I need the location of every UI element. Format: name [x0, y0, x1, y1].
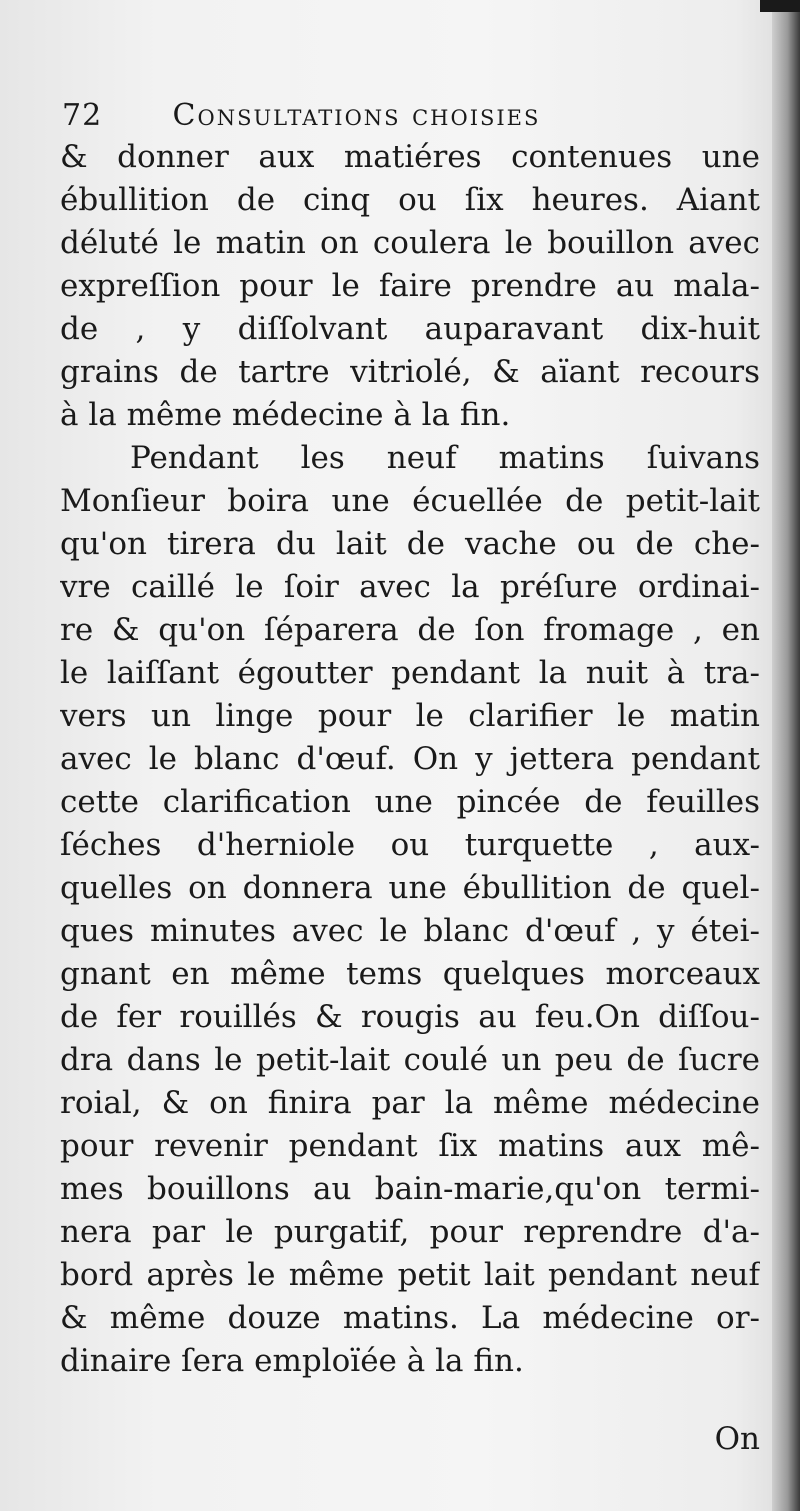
text-line: qu'on tirera du lait de vache ou de che-	[60, 526, 760, 562]
text-line: ſéches d'herniole ou turquette , aux-	[60, 827, 760, 863]
text-line: de fer rouillés & rougis au feu.On diſſou-	[60, 999, 760, 1035]
text-line: re & qu'on ſéparera de ſon fromage , en	[60, 612, 760, 648]
text-line: déluté le matin on coulera le bouillon avec	[60, 225, 760, 261]
page-corner-mark	[760, 0, 800, 12]
text-line: vers un linge pour le clarifier le matin	[60, 698, 760, 734]
text-line: roial, & on finira par la même médecine	[60, 1085, 760, 1121]
page-edge-shadow	[772, 0, 800, 1511]
running-title: Consultations choisies	[172, 98, 541, 133]
text-line: avec le blanc d'œuf. On y jettera pendant	[60, 741, 760, 777]
text-line: gnant en même tems quelques morceaux	[60, 956, 760, 992]
text-line: Monſieur boira une écuellée de petit-lait	[60, 483, 760, 519]
text-line: de , y diſſolvant auparavant dix-huit	[60, 311, 760, 347]
catchword: On	[714, 1421, 760, 1457]
text-line: quelles on donnera une ébullition de quel-	[60, 870, 760, 906]
text-line: dra dans le petit-lait coulé un peu de ſucre	[60, 1042, 760, 1078]
text-line: vre caillé le ſoir avec la préſure ordinai-	[60, 569, 760, 605]
text-line: ques minutes avec le blanc d'œuf , y étei-	[60, 913, 760, 949]
text-line: bord après le même petit lait pendant neuf	[60, 1257, 760, 1293]
text-line: pour revenir pendant ſix matins aux mê-	[60, 1128, 760, 1164]
text-line: & même douze matins. La médecine or-	[60, 1300, 760, 1336]
text-line: à la même médecine à la fin.	[60, 397, 511, 433]
text-line: & donner aux matiéres contenues une	[60, 139, 760, 175]
text-line: expreſſion pour le faire prendre au mala-	[60, 268, 760, 304]
page-number: 72	[62, 98, 103, 133]
text-line: nera par le purgatif, pour reprendre d'a-	[60, 1214, 760, 1250]
paragraph-start-line: Pendant les neuf matins ſuivans	[130, 440, 760, 476]
page-header	[62, 96, 742, 136]
text-line: grains de tartre vitriolé, & aïant recours	[60, 354, 760, 390]
text-line: dinaire ſera emploïée à la fin.	[60, 1343, 524, 1379]
text-line: ébullition de cinq ou ſix heures. Aiant	[60, 182, 760, 218]
body-text	[60, 136, 760, 1383]
text-line: le laiſſant égoutter pendant la nuit à tra-	[60, 655, 760, 691]
text-line: mes bouillons au bain-marie,qu'on termi-	[60, 1171, 760, 1207]
text-line: cette clarification une pincée de feuilles	[60, 784, 760, 820]
